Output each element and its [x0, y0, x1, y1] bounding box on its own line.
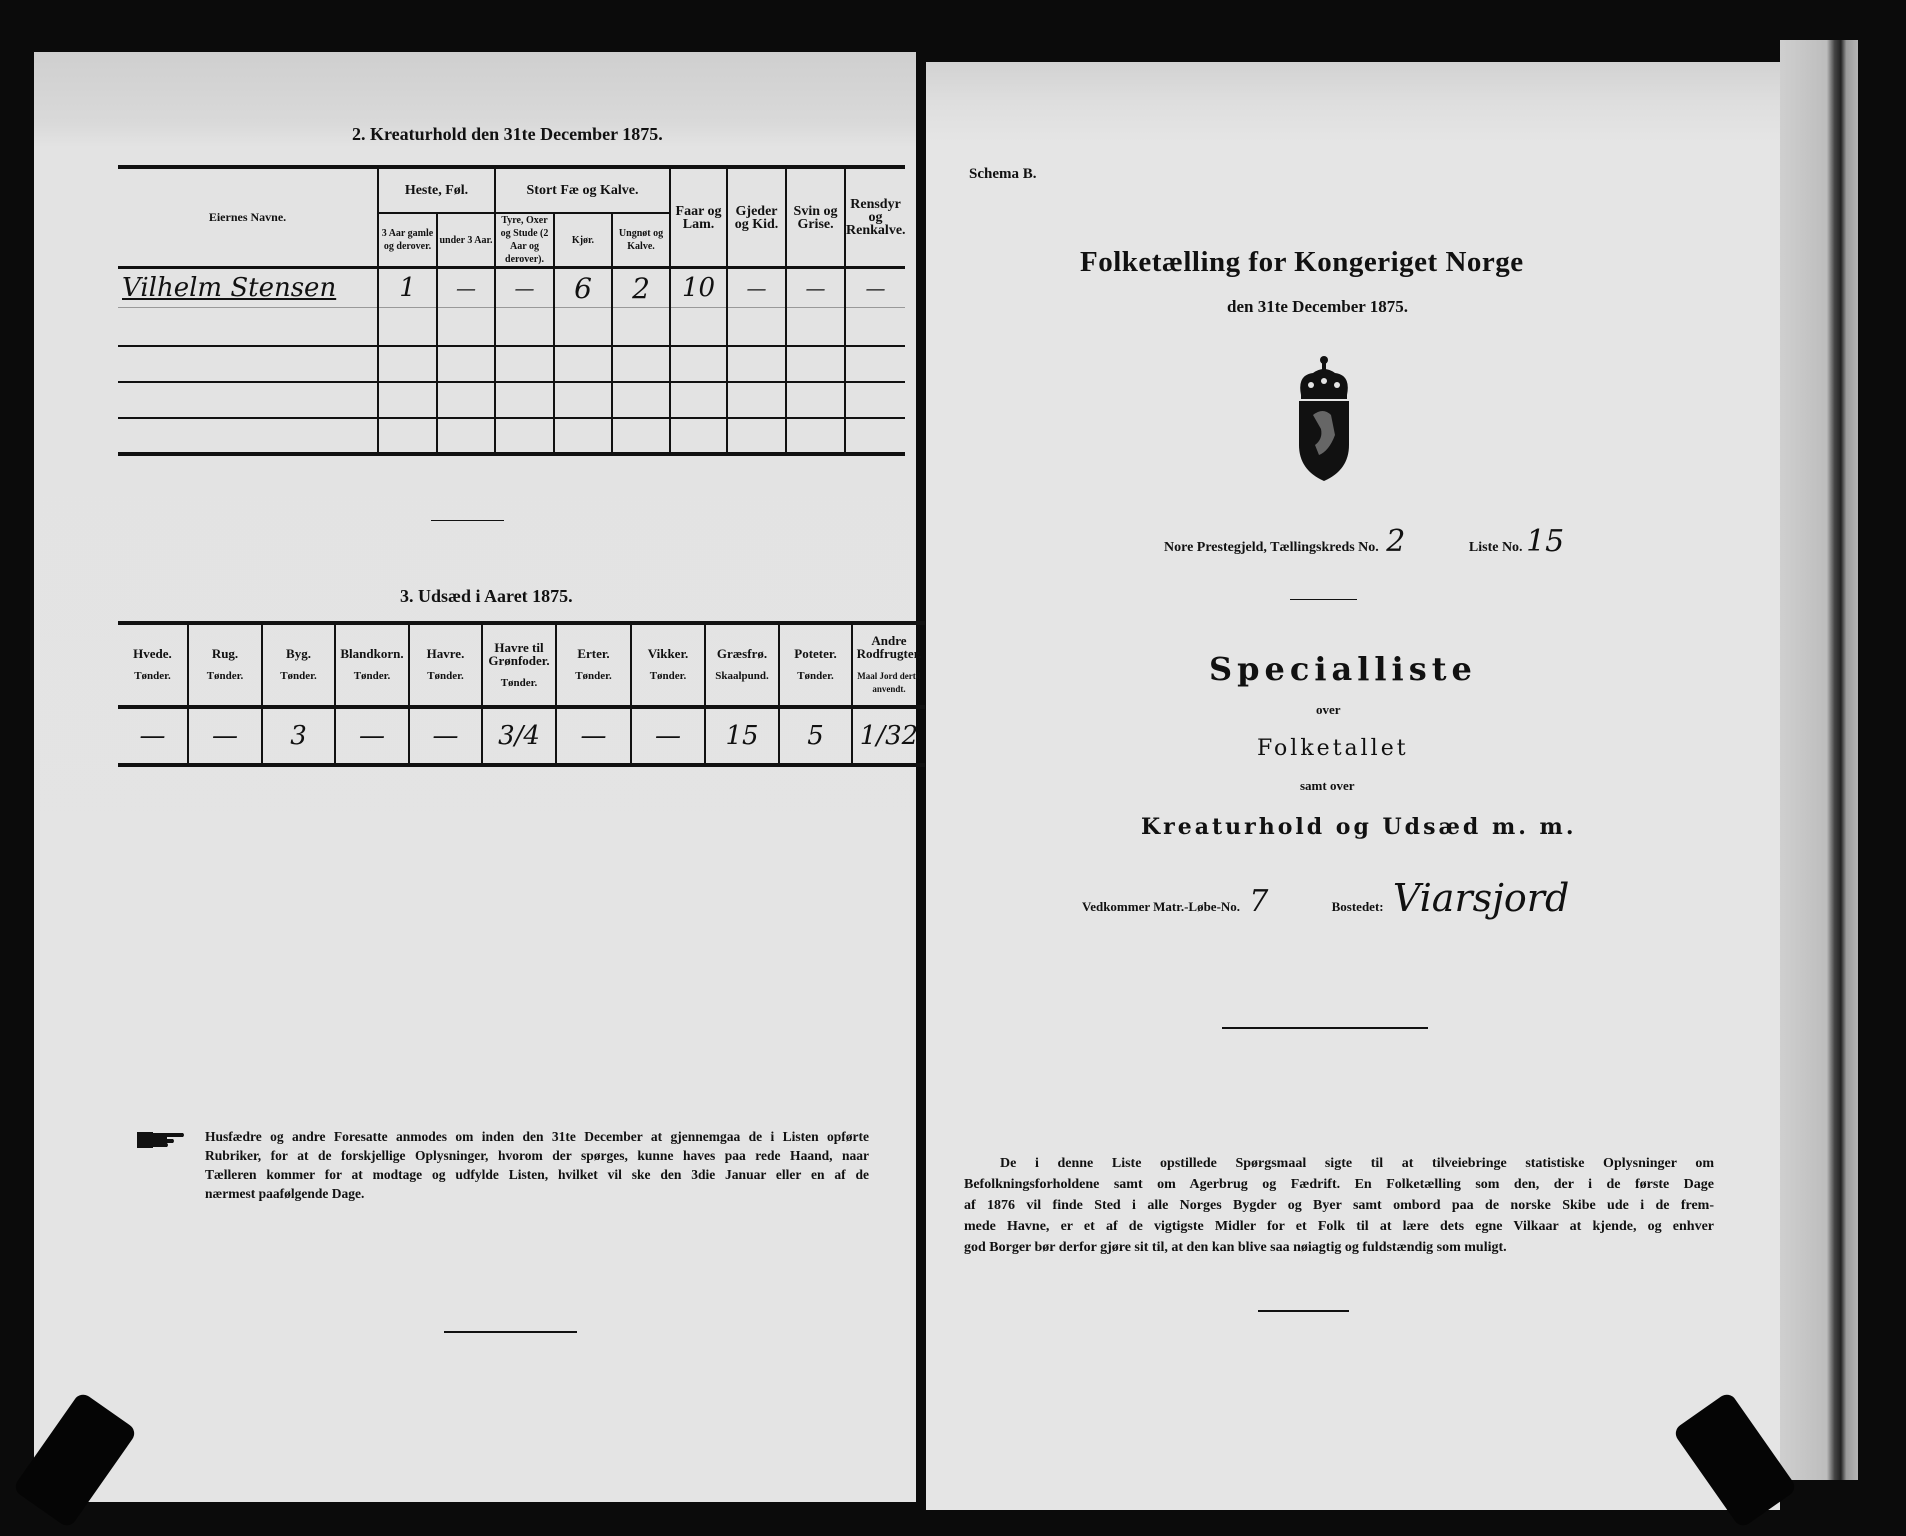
divider: [1290, 599, 1357, 600]
cell-bulls: —: [495, 268, 554, 308]
column-unit: Tønder.: [280, 670, 317, 682]
page-edge-strip: [1780, 40, 1858, 1480]
divider: [444, 1331, 577, 1333]
table-row-empty: [118, 346, 905, 382]
header-sowing-col: [705, 623, 779, 707]
sowing-value: —: [631, 707, 705, 765]
list-label: Liste No.: [1468, 540, 1523, 555]
column-name: Havre til Grønfoder.: [488, 639, 550, 668]
cell-goats: —: [727, 268, 786, 308]
header-sowing-col: [631, 623, 705, 707]
paragraph-line: af 1876 vil finde Sted i alle Norges Bygder og Byer samt ombord paa de norske Skibe ude i de frem-: [964, 1198, 1714, 1213]
paragraph-line: mede Havne, er et af de vigtigste Midler for et Folk til at lære dets egne Vilkaar at kjende, og enhver: [964, 1219, 1714, 1234]
column-unit: Tønder.: [797, 670, 834, 682]
header-pigs: Svin og Grise.: [786, 167, 845, 268]
sowing-value: 5: [779, 707, 852, 765]
column-name: Blandkorn.: [340, 646, 404, 661]
column-name: Rug.: [211, 646, 239, 661]
header-horses-3plus: 3 Aar gamle og derover.: [378, 213, 437, 268]
list-number: 15: [1526, 524, 1565, 559]
sowing-value: —: [556, 707, 631, 765]
sowing-value: —: [335, 707, 409, 765]
bosted-value: Viarsjord: [1392, 876, 1570, 920]
bosted-label: Bostedet:: [1331, 899, 1384, 914]
column-unit: Tønder.: [575, 670, 612, 682]
header-sowing-col: [852, 623, 925, 707]
column-name: Erter.: [577, 646, 610, 661]
sowing-table: [118, 621, 925, 767]
column-unit: Tønder.: [206, 670, 244, 682]
table-row-empty: [118, 382, 905, 418]
sowing-value: —: [188, 707, 262, 765]
table-row-empty: [118, 308, 905, 346]
header-sowing-col: [409, 623, 482, 707]
column-unit: Tønder.: [649, 670, 687, 682]
header-sowing-col: [556, 623, 631, 707]
table-row: [118, 707, 925, 765]
cell-reindeer: —: [845, 268, 905, 308]
header-cattle: Stort Fæ og Kalve.: [495, 167, 670, 213]
header-young-calves: Ungnøt og Kalve.: [612, 213, 670, 268]
column-name: Byg.: [286, 646, 311, 661]
header-cows: Kjør.: [554, 213, 612, 268]
district-line: [1164, 524, 1564, 559]
cell-pigs: —: [786, 268, 845, 308]
divider: [1222, 1027, 1428, 1029]
paragraph-line: Rubriker, for at de forskjellige Oplysninger, hvorom der spørges, kunne haves paa rede Haand, naar: [205, 1148, 869, 1163]
sowing-value: 3/4: [482, 707, 556, 765]
paragraph-line: Husfædre og andre Foresatte anmodes om inden den 31te December at gjennemgaa de i Listen opførte: [205, 1129, 869, 1144]
header-sowing-col: [262, 623, 335, 707]
sowing-value: —: [409, 707, 482, 765]
table-row: [118, 268, 905, 308]
district-label: Nore Prestegjeld, Tællingskreds No.: [1164, 540, 1379, 555]
column-name: Vikker.: [647, 646, 689, 661]
sowing-value: 1/32: [852, 707, 925, 765]
schema-label: Schema B.: [969, 166, 1037, 182]
census-paragraph: [964, 1153, 1714, 1258]
pointing-hand-icon: [137, 1131, 185, 1149]
census-date: den 31te December 1875.: [1227, 297, 1408, 316]
section3-title: 3. Udsæd i Aaret 1875.: [400, 586, 573, 606]
sowing-value: —: [139, 720, 166, 751]
paragraph-line: nærmest paafølgende Dage.: [205, 1186, 365, 1201]
specialliste-heading: Specialliste: [1209, 650, 1477, 688]
cell-young-calves: 2: [612, 268, 670, 308]
coat-of-arms-icon: [1293, 355, 1355, 483]
cell-horses-under3: —: [437, 268, 495, 308]
column-unit: Tønder.: [427, 670, 464, 682]
cell-horses-3plus: 1: [378, 268, 437, 308]
matr-number: 7: [1249, 884, 1269, 919]
header-sowing-col: [118, 623, 188, 707]
divider: [1258, 1310, 1349, 1312]
paragraph-line: Befolkningsforholdene samt om Agerbrug og Fædrift. En Folketælling som den, der i de første Dage: [964, 1177, 1714, 1192]
column-unit: Tønder.: [134, 670, 171, 682]
matr-label: Vedkommer Matr.-Løbe-No.: [1082, 899, 1241, 914]
district-number: 2: [1386, 524, 1406, 559]
paragraph-line: De i denne Liste opstillede Spørgsmaal sigte til at tilveiebringe statistiske Oplysninger om: [1000, 1156, 1714, 1171]
header-sowing-col: [779, 623, 852, 707]
cell-sheep: 10: [670, 268, 727, 308]
paragraph-line: Tælleren kommer for at modtage og udfylde Listen, hvilket vil ske den 3die Januar eller en af de: [205, 1167, 869, 1182]
header-sheep: Faar og Lam.: [670, 167, 727, 268]
column-name: Andre Rodfrugter.: [856, 633, 922, 661]
header-horses-under3: under 3 Aar.: [437, 213, 495, 268]
column-name: Hvede.: [133, 646, 172, 661]
livestock-table: [118, 165, 905, 456]
over-label: over: [1316, 702, 1341, 717]
header-sowing-col: [188, 623, 262, 707]
column-unit: Tønder.: [500, 676, 538, 689]
header-bulls: Tyre, Oxer og Stude (2 Aar og derover).: [495, 213, 554, 268]
owner-name: Vilhelm Stensen: [122, 272, 337, 303]
column-name: Havre.: [426, 646, 465, 661]
notice-paragraph: [205, 1127, 869, 1203]
column-unit: Maal Jord dertil anvendt.: [857, 671, 921, 694]
kreaturhold-heading: Kreaturhold og Udsæd m. m.: [1141, 814, 1577, 840]
cell-cows: 6: [554, 268, 612, 308]
header-owner: Eiernes Navne.: [118, 167, 378, 268]
section2-title: 2. Kreaturhold den 31te December 1875.: [352, 124, 663, 144]
header-horses: Heste, Føl.: [378, 167, 495, 213]
column-name: Poteter.: [794, 646, 837, 661]
column-unit: Tønder.: [353, 670, 391, 682]
samt-over-label: samt over: [1300, 778, 1355, 793]
column-name: Græsfrø.: [716, 646, 768, 661]
divider: [431, 520, 504, 521]
header-goats: Gjeder og Kid.: [727, 167, 786, 268]
column-unit: Skaalpund.: [715, 670, 769, 682]
header-sowing-col: [335, 623, 409, 707]
header-reindeer: Rensdyr og Renkalve.: [845, 167, 905, 268]
folketallet-heading: Folketallet: [1257, 736, 1409, 761]
property-line: [1082, 876, 1569, 920]
sowing-value: 15: [705, 707, 779, 765]
header-sowing-col: [482, 623, 556, 707]
sowing-value: 3: [262, 707, 335, 765]
census-title: Folketælling for Kongeriget Norge: [1080, 246, 1524, 278]
paragraph-line: god Borger bør derfor gjøre sit til, at den kan blive saa nøiagtig og fuldstændig som muligt.: [964, 1240, 1507, 1255]
table-row-empty: [118, 418, 905, 454]
